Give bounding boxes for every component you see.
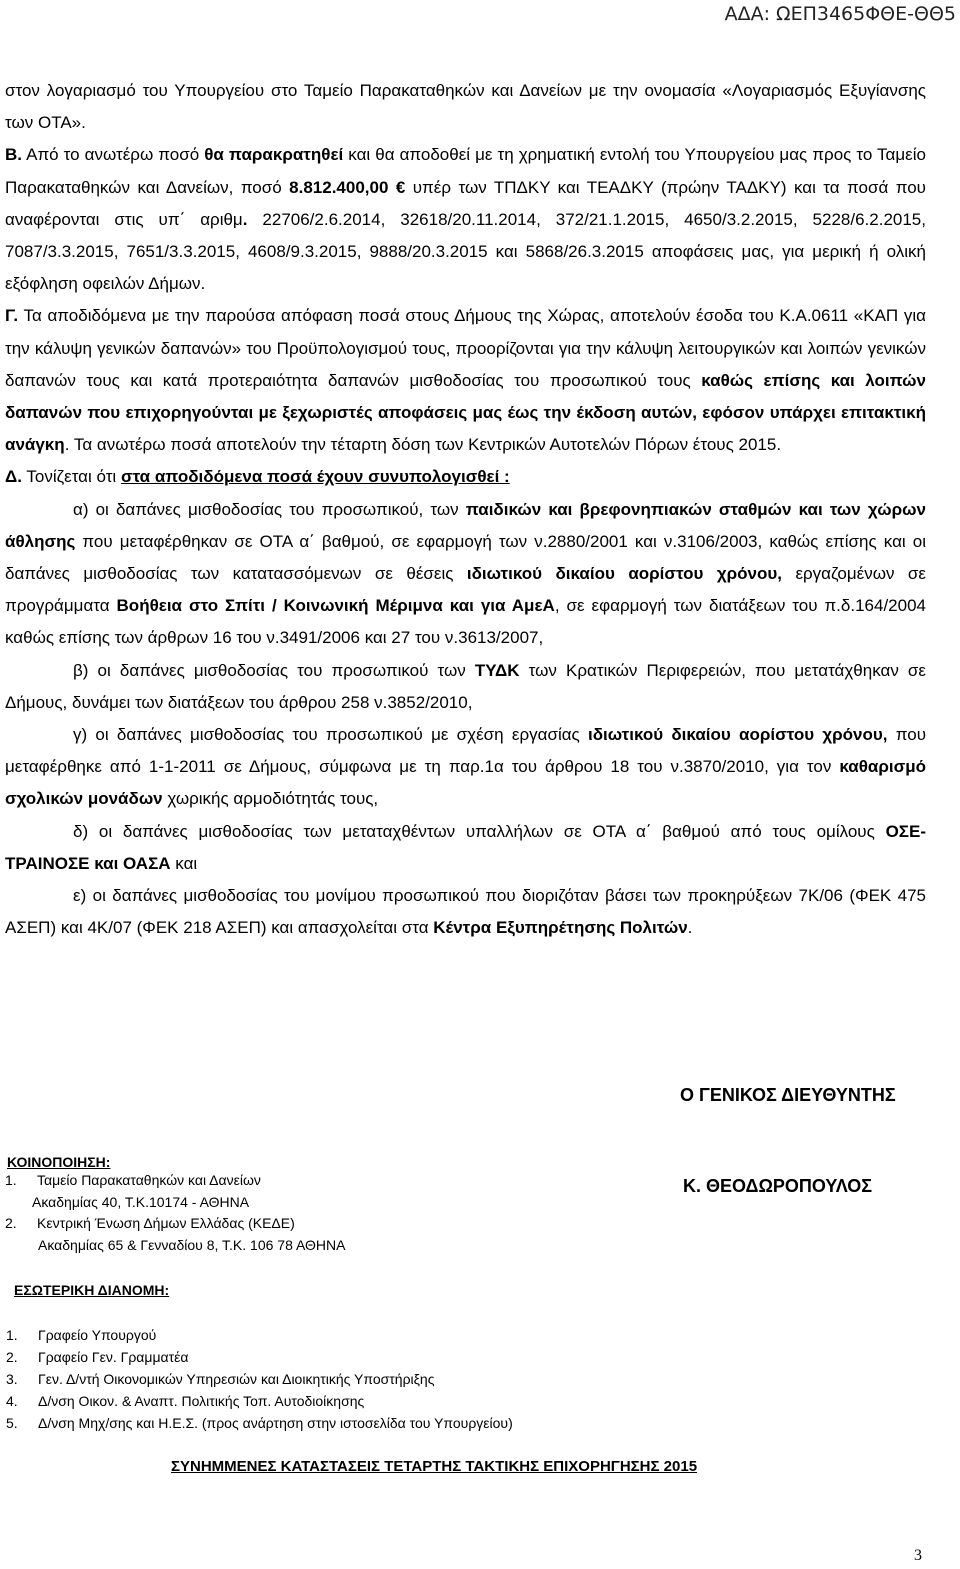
amount-value: 8.812.400,00 € [289,177,406,197]
document-body [5,75,926,944]
list-item-c: γ) οι δαπάνες μισθοδοσίας του προσωπικού με σχέση εργασίας ιδιωτικού δικαίου αορίστου χρόνου, που μεταφέρθηκε από 1-1-2011 σε Δήμους, σύμφωνα με τη παρ.1α του άρθρου 18 του ν.3870/2010, για τον καθαρισμό σχολικών μονάδων χωρικής αρμοδιότητάς τους, [5,725,926,809]
list-item-address: Ακαδημίας 65 & Γενναδίου 8, Τ.Κ. 106 78 ΑΘΗΝΑ [38,1236,346,1253]
list-item-a: α) οι δαπάνες μισθοδοσίας του προσωπικού, των παιδικών και βρεφονηπιακών σταθμών και των χώρων άθλησης που μεταφέρθηκαν σε ΟΤΑ α΄ βαθμού, σε εφαρμογή των ν.2880/2001 και ν.3106/2003, καθώς επίσης και οι δαπάνες μισθοδοσίας των κατατασσόμενων σε θέσεις ιδιωτικού δικαίου αορίστου χρόνου, εργαζομένων σε προγράμματα Βοήθεια στο Σπίτι / Κοινωνική Μέριμνα και για ΑμεΑ, σε εφαρμογή των διατάξεων του π.δ.164/2004 καθώς επίσης των άρθρων 16 του ν.3491/2006 και 27 του ν.3613/2007, [5,499,926,648]
paragraph-g-label: Γ. [5,306,19,326]
list-item-d: δ) οι δαπάνες μισθοδοσίας των μεταταχθέντων υπαλλήλων σε ΟΤΑ α΄ βαθμού από τους ομίλους ΟΣΕ-ΤΡΑΙΝΟΣΕ και ΟΑΣΑ και [5,821,926,873]
page-number: 3 [914,1547,922,1564]
paragraph-intro: στον λογαριασμό του Υπουργείου στο Ταμείο Παρακαταθηκών και Δανείων με την ονομασία «Λογαριασμός Εξυγίανσης των ΟΤΑ». [5,81,926,133]
paragraph-b: Β. Από το ανωτέρω ποσό θα παρακρατηθεί και θα αποδοθεί με τη χρηματική εντολή του Υπουργείου μας προς το Ταμείο Παρακαταθηκών και Δανείων, ποσό 8.812.400,00 € υπέρ των ΤΠΔΚΥ και ΤΕΑΔΚΥ (πρώην ΤΑΔΚΥ) και τα ποσά που αναφέρονται στις υπ΄ αριθμ. 22706/2.6.2014, 32618/20.11.2014, 372/21.1.2015, 4650/3.2.2015, 5228/6.2.2015, 7087/3.3.2015, 7651/3.3.2015, 4608/9.3.2015, 9888/20.3.2015 και 5868/26.3.2015 αποφάσεις μας, για μερική ή ολική εξόφληση οφειλών Δήμων. [5,145,926,294]
list-item: 3. Γεν. Δ/ντή Οικονομικών Υπηρεσιών και Διοικητικής Υποστήριξης [6,1371,435,1387]
attachments-heading: ΣΥΝΗΜΜΕΝΕΣ ΚΑΤΑΣΤΑΣΕΙΣ ΤΕΤΑΡΤΗΣ ΤΑΚΤΙΚΗΣ ΕΠΙΧΟΡΗΓΗΣΗΣ 2015 [171,1458,698,1475]
list-item: 2. Γραφείο Γεν. Γραμματέα [6,1349,189,1365]
list-item-b: β) οι δαπάνες μισθοδοσίας του προσωπικού των ΤΥΔΚ των Κρατικών Περιφερειών, που μετατάχθηκαν σε Δήμους, δυνάμει των διατάξεων του άρθρου 258 ν.3852/2010, [5,660,926,712]
internal-distribution-list [6,1324,513,1434]
paragraph-d-label: Δ. [5,467,22,487]
list-item: 2. Κεντρική Ένωση Δήμων Ελλάδας (ΚΕΔΕ) [5,1215,295,1231]
notification-list [5,1170,345,1256]
list-item: 1. Ταμείο Παρακαταθηκών και Δανείων [5,1172,261,1188]
paragraph-b-label: Β. [5,145,22,165]
list-item: 5. Δ/νση Μηχ/σης και Η.Ε.Σ. (προς ανάρτηση στην ιστοσελίδα του Υπουργείου) [6,1415,513,1431]
signature-name: Κ. ΘΕΟΔΩΡΟΠΟΥΛΟΣ [683,1176,873,1196]
notification-title: ΚΟΙΝΟΠΟΙΗΣΗ: [7,1154,111,1170]
paragraph-d: Δ. Τονίζεται ότι στα αποδιδόμενα ποσά έχουν συνυπολογισθεί : [5,467,510,487]
list-item-address: Ακαδημίας 40, Τ.Κ.10174 - ΑΘΗΝΑ [32,1193,250,1210]
list-item: 1. Γραφείο Υπουργού [6,1327,157,1343]
paragraph-g: Γ. Τα αποδιδόμενα με την παρούσα απόφαση ποσά στους Δήμους της Χώρας, αποτελούν έσοδα του Κ.Α.0611 «ΚΑΠ για την κάλυψη γενικών δαπανών» του Προϋπολογισμού τους, προορίζονται για την κάλυψη λειτουργικών και λοιπών γενικών δαπανών τους και κατά προτεραιότητα δαπανών μισθοδοσίας του προσωπικού τους καθώς επίσης και λοιπών δαπανών που επιχορηγούνται με ξεχωριστές αποφάσεις μας έως την έκδοση αυτών, εφόσον υπάρχει επιτακτική ανάγκη. Τα ανωτέρω ποσά αποτελούν την τέταρτη δόση των Κεντρικών Αυτοτελών Πόρων έτους 2015. [5,306,927,455]
list-item-e: ε) οι δαπάνες μισθοδοσίας του μονίμου προσωπικού που διοριζόταν βάσει των προκηρύξεων 7Κ/06 (ΦΕΚ 475 ΑΣΕΠ) και 4Κ/07 (ΦΕΚ 218 ΑΣΕΠ) και απασχολείται στα Κέντρα Εξυπηρέτησης Πολιτών. [5,886,926,938]
internal-distribution-title: ΕΣΩΤΕΡΙΚΗ ΔΙΑΝΟΜΗ: [14,1282,170,1298]
ada-code: ΑΔΑ: ΩΕΠ3465ΦΘΕ-ΘΘ5 [724,3,956,25]
list-item: 4. Δ/νση Οικον. & Αναπτ. Πολιτικής Τοπ. Αυτοδιοίκησης [6,1393,365,1409]
signature-title: Ο ΓΕΝΙΚΟΣ ΔΙΕΥΘΥΝΤΗΣ [680,1085,896,1105]
